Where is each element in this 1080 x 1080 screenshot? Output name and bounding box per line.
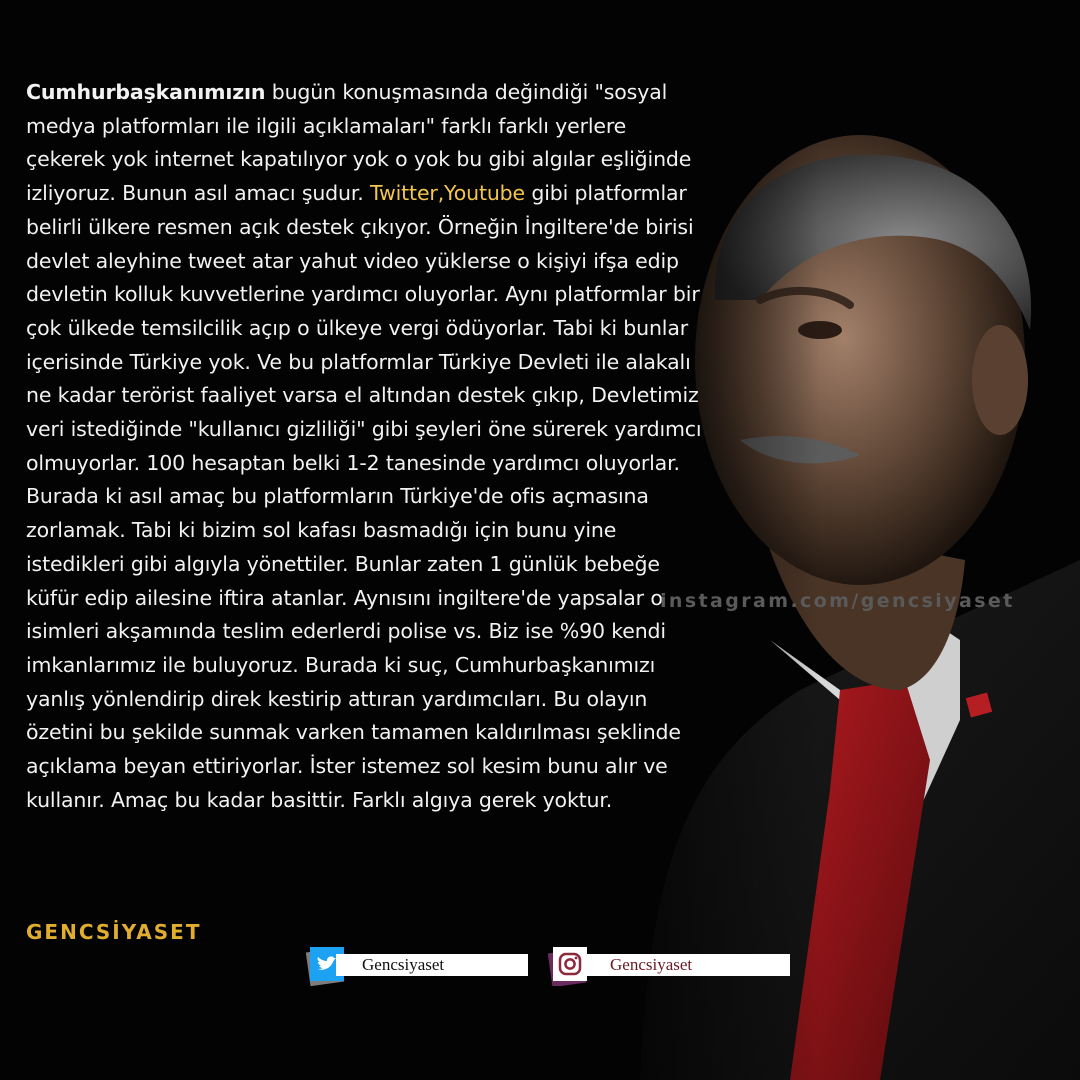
twitter-handle-label: Gencsiyaset bbox=[336, 954, 528, 976]
instagram-handle-tag[interactable] bbox=[548, 944, 784, 988]
lead-word: Cumhurbaşkanımızın bbox=[26, 80, 266, 104]
highlight-platforms: Twitter,Youtube bbox=[370, 181, 525, 206]
paragraph-part-2: gibi platformlar belirli ülkere resmen açık destek çıkıyor. Örneğin İngiltere'de birisi devlet aleyhine tweet atar yahut video yüklerse o kişiyi ifşa edip devletin kolluk kuvvetlerine yardımcı oluyorlar. Aynı platformlar bir çok ülkede temsilcilik açıp o ülkeye vergi ödüyorlar. Tabi ki bunlar içerisinde Türkiye yok. Ve bu platformlar Türkiye Devleti ile alakalı ne kadar terörist faaliyet varsa el altından destek çıkıp, Devletimiz veri istediğinde "kullanıcı gizliliği" gibi şeyleri öne sürerek yardımcı olmuyorlar. 100 hesaptan belki 1-2 tanesinde yardımcı oluyorlar. Burada ki asıl amaç bu platformların Türkiye'de ofis açmasına zorlamak. Tabi ki bizim sol kafası basmadığı için bunu yine istedikleri gibi algıyla yönettiler. Bunlar zaten 1 günlük bebeğe küfür edip ailesine iftira atanlar. Aynısını ingiltere'de yapsalar o isimleri akşamında teslim ederlerdi polise vs. Biz ise %90 kendi imkanlarımız ile buluyoruz. Burada ki suç, Cumhurbaşkanımızı yanlış yönlendirip direk kestirip attıran yardımcıları. Bu olayın özetini bu şekilde sunmak varken tamamen kaldırılması şeklinde açıklama beyan ettiriyorlar. İster istemez sol kesim bunu alır ve kullanır. Amaç bu kadar basittir. Farklı algıya gerek yoktur. bbox=[26, 181, 702, 812]
paragraph-part-1: bugün konuşmasında değindiği "sosyal medya platformları ile ilgili açıklamaları" farklı farklı yerlere çekerek yok internet kapatılıyor yok o yok bu gibi algılar eşliğinde izliyoruz. Bunun asıl amacı şudur. bbox=[26, 80, 692, 206]
instagram-watermark: instagram.com/gencsiyaset bbox=[660, 590, 1015, 612]
instagram-handle-label: Gencsiyaset bbox=[584, 954, 790, 976]
post-body-text bbox=[26, 76, 706, 817]
signature: GENCSİYASET bbox=[26, 920, 202, 944]
twitter-handle-tag[interactable] bbox=[306, 944, 528, 988]
